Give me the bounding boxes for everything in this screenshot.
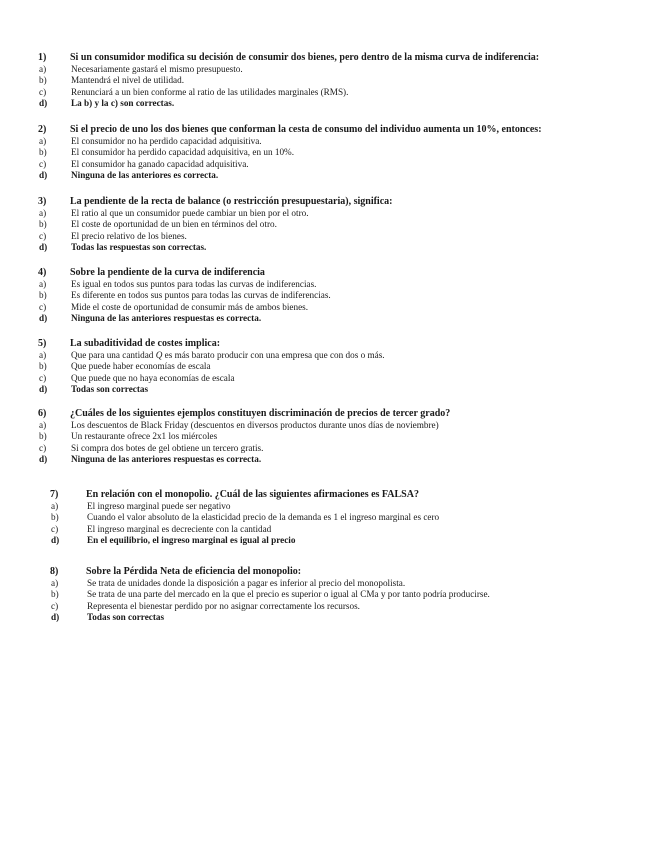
option-text: En el equilibrio, el ingreso marginal es igual al precio [87, 535, 296, 546]
option-c [36, 443, 636, 454]
option-b [36, 290, 636, 301]
question-6 [36, 408, 636, 466]
option-letter: a) [39, 279, 47, 289]
option-letter: a) [39, 208, 47, 218]
option-a [36, 279, 636, 290]
option-text-part: Que para una cantidad [71, 350, 156, 360]
option-text: El precio relativo de los bienes. [71, 230, 187, 241]
question-heading [36, 338, 636, 350]
option-text: Cuando el valor absoluto de la elasticidad precio de la demanda es 1 el ingreso marginal es cero [87, 512, 440, 523]
option-text: Mantendrá el nivel de utilidad. [71, 75, 185, 86]
option-letter: a) [39, 136, 47, 146]
option-d [48, 535, 648, 546]
question-8 [48, 566, 648, 624]
option-letter: c) [39, 158, 47, 169]
question-number: 8) [50, 566, 59, 577]
question-number: 1) [38, 52, 47, 63]
option-b [36, 361, 636, 372]
option-c [48, 601, 648, 612]
option-letter: c) [51, 523, 59, 534]
option-c [36, 373, 636, 384]
option-letter: c) [51, 600, 59, 611]
option-c [48, 524, 648, 535]
question-number: 6) [38, 408, 47, 419]
option-b [36, 75, 636, 86]
option-text: Representa el bienestar perdido por no asignar correctamente los recursos. [87, 600, 360, 611]
question-heading [36, 196, 636, 208]
option-letter: a) [39, 350, 47, 360]
option-text: Mide el coste de oportunidad de consumir más de ambos bienes. [71, 301, 309, 312]
option-letter: c) [39, 372, 47, 383]
question-text: La subaditividad de costes implica: [70, 338, 221, 349]
option-letter: a) [39, 420, 47, 430]
option-text: El ratio al que un consumidor puede cambiar un bien por el otro. [71, 208, 309, 218]
question-7 [48, 489, 648, 547]
option-letter: b) [39, 361, 47, 372]
option-text: Si compra dos botes de gel obtiene un tercero gratis. [71, 442, 264, 453]
option-d [36, 242, 636, 253]
option-letter: d) [39, 170, 48, 181]
option-text: Se trata de unidades donde la disposición a pagar es inferior al precio del monopolista. [87, 578, 406, 588]
option-text [71, 350, 636, 361]
option-a [36, 208, 636, 219]
question-text: La pendiente de la recta de balance (o restricción presupuestaria), significa: [70, 196, 393, 207]
option-c [36, 159, 636, 170]
option-d [36, 170, 636, 181]
option-d [36, 98, 636, 109]
option-a [36, 420, 636, 431]
question-5 [36, 338, 636, 396]
question-2 [36, 124, 636, 182]
option-text: Los descuentos de Black Friday (descuentos en diversos productos durante unos días de noviembre) [71, 420, 439, 430]
option-text: El ingreso marginal es decreciente con la cantidad [87, 523, 272, 534]
option-letter: a) [51, 501, 59, 511]
option-letter: b) [39, 431, 47, 442]
option-text: Renunciará a un bien conforme al ratio de las utilidades marginales (RMS). [71, 86, 349, 97]
option-a [48, 578, 648, 589]
question-heading [36, 267, 636, 279]
option-a [48, 501, 648, 512]
option-text-part: es más barato producir con una empresa que con dos o más. [162, 350, 385, 360]
option-text: Todas son correctas [71, 384, 149, 395]
option-text: Que puede que no haya economías de escala [71, 372, 235, 383]
question-number: 2) [38, 124, 47, 135]
option-text: El coste de oportunidad de un bien en términos del otro. [71, 219, 277, 230]
option-d [36, 454, 636, 465]
option-text: Es diferente en todos sus puntos para todas las curvas de indiferencias. [71, 290, 331, 301]
option-d [36, 313, 636, 324]
option-letter: b) [51, 589, 59, 600]
option-b [48, 512, 648, 523]
option-letter: d) [39, 242, 48, 253]
option-c [36, 302, 636, 313]
option-text: El ingreso marginal puede ser negativo [87, 501, 231, 511]
variable-q: Q [155, 350, 163, 360]
option-d [48, 612, 648, 623]
option-a [36, 136, 636, 147]
option-letter: d) [51, 612, 60, 623]
option-b [36, 431, 636, 442]
option-text: Todas las respuestas son correctas. [71, 242, 207, 253]
question-heading [48, 566, 648, 578]
option-text: Es igual en todos sus puntos para todas las curvas de indiferencias. [71, 279, 317, 289]
question-text: Sobre la Pérdida Neta de eficiencia del monopolio: [86, 566, 302, 577]
question-1 [36, 52, 636, 110]
option-text: Se trata de una parte del mercado en la que el precio es superior o igual al CMa y por tanto podría producirse. [87, 589, 490, 600]
option-b [36, 219, 636, 230]
question-heading [36, 408, 636, 420]
option-text: Todas son correctas [87, 612, 165, 623]
question-text: Si un consumidor modifica su decisión de consumir dos bienes, pero dentro de la misma curva de indiferencia: [70, 52, 540, 63]
option-letter: b) [39, 147, 47, 158]
question-text: Si el precio de uno los dos bienes que conforman la cesta de consumo del individuo aumenta un 10%, entonces: [70, 124, 542, 135]
question-text: Sobre la pendiente de la curva de indiferencia [70, 267, 265, 278]
option-letter: b) [39, 219, 47, 230]
option-letter: d) [51, 535, 60, 546]
option-text: Un restaurante ofrece 2x1 los miércoles [71, 431, 218, 442]
option-letter: d) [39, 98, 48, 109]
option-letter: a) [51, 578, 59, 588]
option-d [36, 384, 636, 395]
option-b [36, 147, 636, 158]
option-letter: d) [39, 454, 48, 465]
option-c [36, 87, 636, 98]
question-4 [36, 267, 636, 325]
question-number: 7) [50, 489, 59, 500]
option-b [48, 589, 648, 600]
option-text: Ninguna de las anteriores respuestas es correcta. [71, 454, 262, 465]
option-letter: b) [39, 290, 47, 301]
option-a [36, 350, 636, 361]
option-letter: d) [39, 384, 48, 395]
option-c [36, 231, 636, 242]
option-text: Ninguna de las anteriores respuestas es correcta. [71, 313, 262, 324]
question-3 [36, 196, 636, 254]
option-letter: a) [39, 64, 47, 74]
question-number: 3) [38, 196, 47, 207]
question-heading [36, 124, 636, 136]
option-letter: c) [39, 301, 47, 312]
option-letter: b) [51, 512, 59, 523]
option-text: Necesariamente gastará el mismo presupuesto. [71, 64, 243, 74]
option-letter: d) [39, 313, 48, 324]
question-text: ¿Cuáles de los siguientes ejemplos constituyen discriminación de precios de tercer grado? [70, 408, 451, 419]
question-number: 5) [38, 338, 47, 349]
question-number: 4) [38, 267, 47, 278]
option-text: Que puede haber economías de escala [71, 361, 211, 372]
option-a [36, 64, 636, 75]
question-heading [48, 489, 648, 501]
option-letter: c) [39, 86, 47, 97]
option-text: El consumidor ha perdido capacidad adquisitiva, en un 10%. [71, 147, 294, 158]
question-text: En relación con el monopolio. ¿Cuál de las siguientes afirmaciones es FALSA? [86, 489, 419, 500]
option-letter: c) [39, 442, 47, 453]
option-letter: b) [39, 75, 47, 86]
option-text: Ninguna de las anteriores es correcta. [71, 170, 219, 181]
option-text: El consumidor ha ganado capacidad adquisitiva. [71, 158, 249, 169]
option-letter: c) [39, 230, 47, 241]
option-text: El consumidor no ha perdido capacidad adquisitiva. [71, 136, 262, 146]
question-heading [36, 52, 636, 64]
option-text: La b) y la c) son correctas. [71, 98, 175, 109]
